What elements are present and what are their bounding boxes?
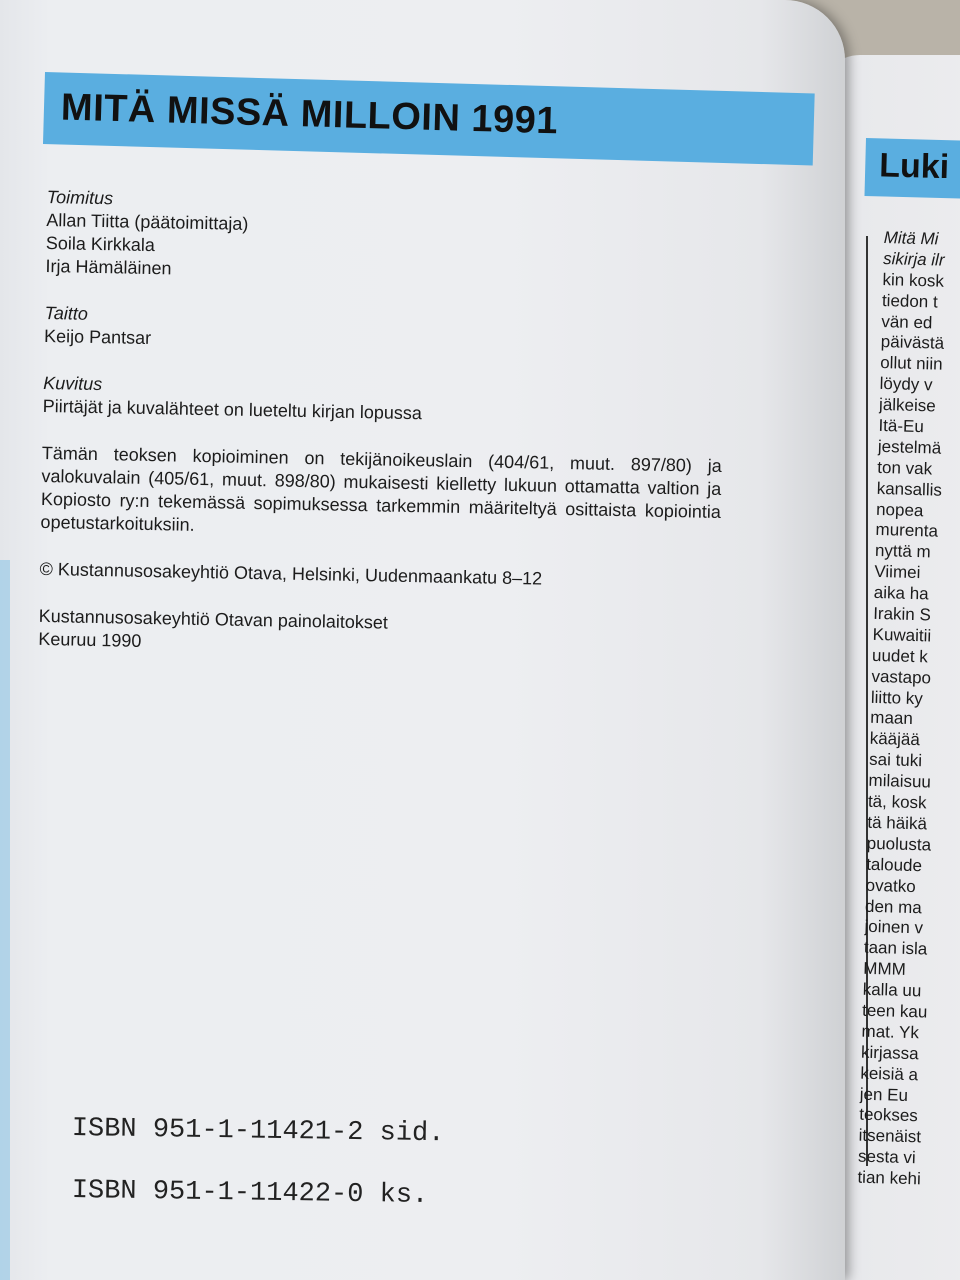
page-edge-strip (0, 560, 10, 1280)
editor-name: Allan Tiitta (päätoimittaja) (46, 209, 249, 234)
right-page-line: kin kosk (882, 269, 945, 291)
right-page-line: maan (870, 708, 914, 729)
publisher-line: © Kustannusosakeyhtiö Otava, Helsinki, Uudenmaankatu 8–12 (39, 558, 543, 589)
right-page-line: jestelmä (877, 436, 942, 458)
right-page-line: tä, kosk (867, 791, 927, 813)
right-page-line: nopea (875, 499, 924, 520)
right-page-line: taan isla (863, 938, 928, 959)
right-page-line: teen kau (861, 1000, 928, 1022)
isbn-paperback: ISBN 951-1-11422-0 ks. (71, 1176, 429, 1211)
right-page-line: tiedon t (881, 290, 938, 312)
right-page-line: mat. Yk (861, 1021, 920, 1043)
right-page-line: jälkeise (878, 395, 937, 416)
taitto-label: Taitto (44, 302, 89, 324)
right-page-line: murenta (875, 520, 939, 542)
right-page-line: jen Eu (859, 1084, 909, 1105)
right-page-line: Viimei (874, 562, 921, 583)
right-page-line: päivästä (880, 332, 945, 354)
layout-name: Keijo Pantsar (43, 325, 152, 349)
right-page-line: ovatko (865, 875, 916, 896)
right-page-line: MMM (863, 958, 907, 980)
right-page-line: keisiä a (860, 1063, 919, 1084)
right-page-line: Itä-Eu (878, 415, 925, 437)
right-page-line: taloude (865, 854, 923, 876)
right-page-line: tian kehi (857, 1167, 922, 1189)
right-page-line: Irakin S (872, 603, 932, 625)
right-page-line: vastapo (871, 666, 932, 688)
printer-place-year: Keuruu 1990 (38, 628, 142, 651)
imprint-block (38, 186, 727, 664)
right-page-line: joinen v (864, 917, 924, 938)
page-title: MITÄ MISSÄ MILLOIN 1991 (60, 86, 559, 143)
right-page-line: teokses (858, 1105, 919, 1126)
right-page-line: kirjassa (860, 1042, 919, 1064)
right-page-line: milaisuu (868, 770, 932, 792)
right-page-line: sikirja ilr (882, 248, 945, 270)
right-page-line: uudet k (871, 645, 929, 667)
editor-name: Irja Hämäläinen (45, 255, 172, 279)
right-page-heading-band (864, 138, 960, 199)
right-page-line: ollut niin (879, 353, 943, 375)
right-page-line: liitto ky (870, 687, 924, 708)
right-page-line: nyttä m (874, 541, 931, 562)
right-page-line: Mitä Mi (883, 228, 939, 249)
right-page-line: aika ha (873, 583, 929, 604)
right-page-line: Kuwaitii (872, 624, 932, 646)
right-page-line: löydy v (879, 374, 933, 395)
right-page-line: ton vak (877, 457, 933, 479)
right-page-line: puolusta (866, 833, 932, 855)
illustration-note: Piirtäjät ja kuvalähteet on lueteltu kirjan lopussa (42, 395, 423, 424)
right-page-line: vän ed (881, 311, 933, 332)
isbn-hardcover: ISBN 951-1-11421-2 sid. (71, 1114, 445, 1150)
printer-name: Kustannusosakeyhtiö Otavan painolaitokset (38, 605, 389, 633)
right-page-line: kansallis (876, 478, 943, 500)
copyright-notice: Tämän teoksen kopioiminen on tekijänoikeuslain (404/61, muut. 897/80) ja valokuvalain (405/61, muut. 898/80) mukaisesti kielletty lukuun ottamatta valtion ja Kopiosto ry:n tekemässä sopimuksessa tarkemmin määriteltyä osittaista kopiointia opetustarkoituksiin. (40, 442, 722, 535)
right-page-heading: Luki (878, 146, 950, 187)
right-page-line: itsenäist (858, 1125, 922, 1147)
kuvitus-label: Kuvitus (43, 372, 103, 395)
right-page-line: kalla uu (862, 979, 922, 1001)
right-page-line: tä häikä (867, 812, 928, 834)
right-page-line: sai tuki (868, 750, 923, 771)
editor-name: Soila Kirkkala (45, 232, 156, 256)
right-page-line: kääjää (869, 729, 921, 750)
right-page-line: den ma (864, 896, 923, 917)
right-page-line: sesta vi (857, 1146, 916, 1168)
toimitus-label: Toimitus (46, 186, 114, 209)
